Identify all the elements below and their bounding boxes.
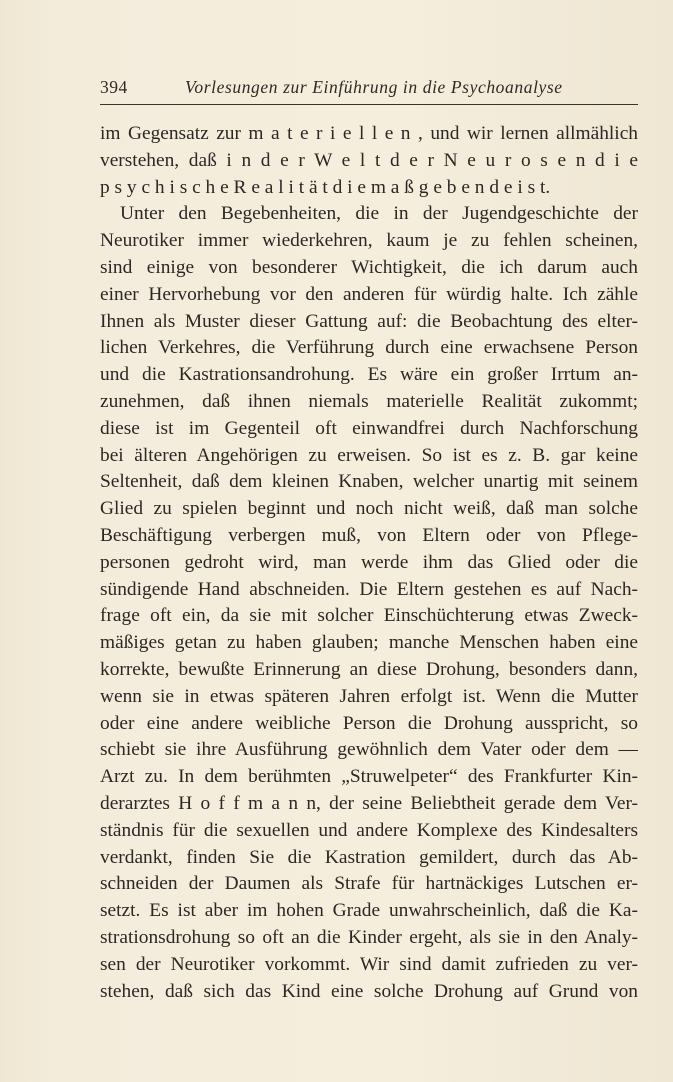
text-line: sündigende Hand abschneiden. Die Eltern gestehen es auf Nach- bbox=[100, 578, 638, 600]
text-line: verdankt, finden Sie die Kastration gemildert, durch das Ab- bbox=[100, 846, 638, 868]
text-line: zunehmen, daß ihnen niemals materielle Realität zukommt; bbox=[100, 390, 638, 412]
text-line: sind einige von besonderer Wichtigkeit, die ich darum auch bbox=[100, 256, 638, 278]
text-line: Beschäftigung verbergen muß, von Eltern oder von Pflege- bbox=[100, 524, 638, 546]
text-line: einer Hervorhebung vor den anderen für würdig halte. Ich zähle bbox=[100, 283, 638, 305]
text-line: Unter den Begebenheiten, die in der Jugendgeschichte der bbox=[120, 203, 638, 225]
text-line: p s y c h i s c h e R e a l i t ä t d i e m a ß g e b e n d e i s t. bbox=[100, 176, 551, 198]
text-line: stehen, daß sich das Kind eine solche Drohung auf Grund von bbox=[100, 980, 638, 1002]
text-line: Ihnen als Muster dieser Gattung auf: die Beobachtung des elter- bbox=[100, 310, 638, 332]
text-line: ständnis für die sexuellen und andere Komplexe des Kindesalters bbox=[100, 819, 638, 841]
text-line: lichen Verkehres, die Verführung durch eine erwachsene Person bbox=[100, 337, 638, 359]
text-line: setzt. Es ist aber im hohen Grade unwahrscheinlich, daß die Ka- bbox=[100, 900, 638, 922]
text-line: bei älteren Angehörigen zu erweisen. So ist es z. B. gar keine bbox=[100, 444, 638, 466]
text-line: oder eine andere weibliche Person die Drohung ausspricht, so bbox=[100, 712, 638, 734]
text-line: und die Kastrationsandrohung. Es wäre ein großer Irrtum an- bbox=[100, 364, 638, 386]
text-line: wenn sie in etwas späteren Jahren erfolgt ist. Wenn die Mutter bbox=[100, 685, 638, 707]
text-line: Neurotiker immer wiederkehren, kaum je zu fehlen scheinen, bbox=[100, 230, 638, 252]
text-line: diese ist im Gegenteil oft einwandfrei durch Nachforschung bbox=[100, 417, 638, 439]
text-line: schiebt sie ihre Ausführung gewöhnlich dem Vater oder dem — bbox=[100, 739, 638, 761]
text-line: frage oft ein, da sie mit solcher Einschüchterung etwas Zweck- bbox=[100, 605, 638, 627]
running-title: Vorlesungen zur Einführung in die Psychoanalyse bbox=[185, 77, 563, 97]
text-line: schneiden der Daumen als Strafe für hartnäckiges Lutschen er- bbox=[100, 873, 638, 895]
text-line: Arzt zu. In dem berühmten „Struwelpeter“ des Frankfurter Kin- bbox=[100, 766, 638, 788]
text-line: im Gegensatz zur m a t e r i e l l e n , und wir lernen allmählich bbox=[100, 123, 638, 144]
text-line: mäßiges getan zu haben glauben; manche Menschen haben eine bbox=[100, 632, 638, 654]
page-header bbox=[100, 77, 638, 103]
text-line: verstehen, daß i n d e r W e l t d e r N e u r o s e n d i e bbox=[100, 149, 638, 171]
text-line: sen der Neurotiker vorkommt. Wir sind damit zufrieden zu ver- bbox=[100, 953, 638, 975]
body-text bbox=[100, 121, 638, 1005]
text-line: Glied zu spielen beginnt und noch nicht weiß, daß man solche bbox=[100, 498, 638, 520]
header-rule bbox=[100, 104, 638, 105]
text-line: korrekte, bewußte Erinnerung an diese Drohung, besonders dann, bbox=[100, 658, 638, 680]
text-line: Seltenheit, daß dem kleinen Knaben, welcher unartig mit seinem bbox=[100, 471, 638, 493]
text-line: personen gedroht wird, man werde ihm das Glied oder die bbox=[100, 551, 638, 573]
text-line: derarztes H o f f m a n n, der seine Beliebtheit gerade dem Ver- bbox=[100, 792, 638, 814]
text-line: strationsdrohung so oft an die Kinder ergeht, als sie in den Analy- bbox=[100, 926, 638, 948]
page-number: 394 bbox=[100, 77, 128, 97]
